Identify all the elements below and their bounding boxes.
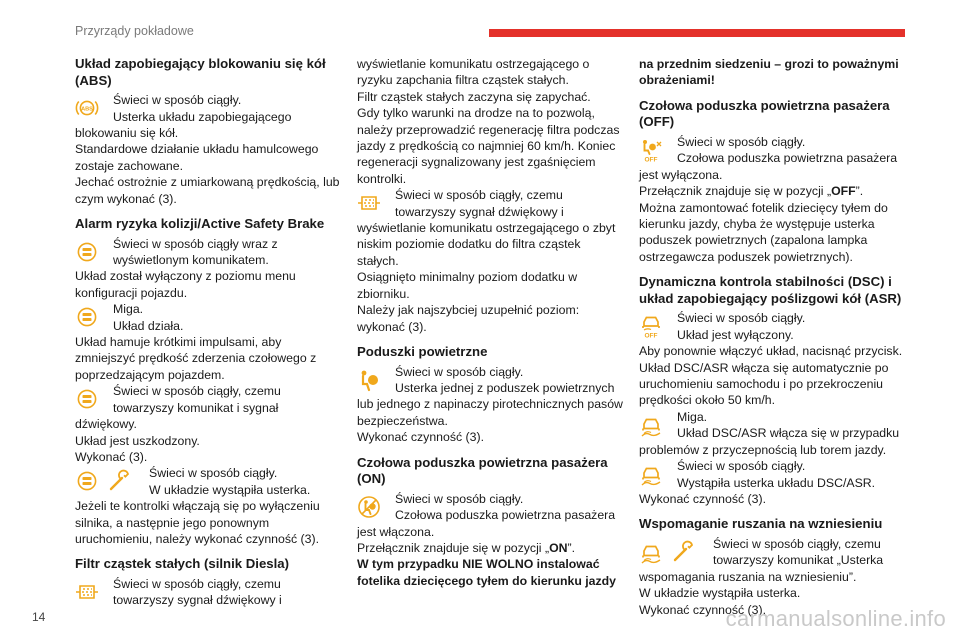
paragraph [357, 56, 627, 187]
abs-warning-icon [73, 95, 101, 121]
text-line: kontrolki. [357, 171, 407, 186]
section-heading [357, 344, 627, 361]
text-line: Poduszki powietrzne [357, 343, 488, 359]
text-line: Świeci w sposób ciągły. [677, 459, 806, 474]
text-line: Świeci w sposób ciągły. [395, 491, 524, 506]
text-line: towarzyszy sygnał dźwiękowy i [395, 204, 564, 219]
paragraph [75, 416, 345, 465]
text-line: lub jednego z napinaczy pirotechnicznych pasów [357, 397, 623, 412]
text-line: Alarm ryzyka kolizji/Active Safety Brake [75, 216, 325, 232]
text-line: Układ DSC/ASR włącza się automatycznie po [639, 360, 889, 375]
text-line: Filtr cząstek stałych (silnik Diesla) [75, 556, 290, 572]
text-line: Świeci w sposób ciągły. [149, 466, 278, 481]
text-line: Wykonać czynność (3). [639, 491, 766, 506]
text-line: układ zapobiegający poślizgowi kół (ASR) [639, 290, 902, 306]
text-line: Układ jest uszkodzony. [75, 433, 200, 448]
column-3 [639, 56, 909, 618]
collision-alert-icon [73, 239, 101, 265]
paragraph [639, 491, 909, 507]
text-line: Świeci w sposób ciągły. [677, 135, 806, 149]
page-number: 14 [32, 610, 46, 624]
particle-filter-icon [355, 190, 383, 216]
airbag-passenger-off-icon [637, 137, 665, 163]
text-line: Należy jak najszybciej uzupełnić poziom: [357, 303, 580, 318]
text-line: fotelika dziecięcego tyłem do kierunku jazdy [357, 573, 616, 588]
text-line: ryzyku zapchania filtra cząstek stałych. [357, 73, 569, 88]
warning-light-icons [73, 95, 107, 121]
text-line: wyświetlonym komunikatem. [113, 253, 269, 268]
svg-text:OFF: OFF [644, 332, 658, 339]
text-line: (ON) [357, 471, 386, 487]
paragraph [75, 268, 345, 301]
paragraph [75, 498, 345, 547]
text-line: (OFF) [639, 114, 675, 130]
text-line: Czołowa poduszka powietrzna pasażera [395, 508, 616, 523]
text-line: Jechać ostrożnie z umiarkowaną prędkością, lub [75, 175, 340, 190]
dsc-off-icon [637, 313, 665, 339]
text-line: blokowaniu się kół. [75, 126, 179, 140]
text-line: konfiguracji pojazdu. [75, 285, 188, 300]
text-line: Usterka jednej z poduszek powietrznych [395, 380, 615, 395]
text-line: ostrzegawcza poduszek powietrznych). [639, 249, 853, 264]
section-heading [75, 56, 345, 89]
airbag-passenger-on-icon [355, 494, 383, 520]
text-line: Przełącznik znajduje się w pozycji „ON”. [357, 540, 576, 555]
paragraph [639, 167, 909, 265]
warning-light-icons [73, 239, 107, 265]
text-line: bezpieczeństwa. [357, 413, 448, 428]
header-accent-bar [489, 29, 905, 37]
paragraph [357, 396, 627, 445]
text-line: Aby ponownie włączyć układ, nacisnąć przycisk. [639, 344, 903, 359]
warning-light-entry [639, 310, 909, 343]
text-line: dźwiękowy. [75, 417, 137, 432]
warning-light-entry [639, 409, 909, 442]
text-line: Wspomaganie ruszania na wzniesieniu [639, 516, 883, 532]
text-line: Osiągnięto minimalny poziom dodatku w [357, 270, 578, 285]
warning-light-entry [75, 236, 345, 269]
text-line: Świeci w sposób ciągły. [113, 93, 242, 108]
text-line: silnika, a następnie jego ponownym [75, 515, 270, 530]
text-line: wyświetlanie komunikatu ostrzegającego o [357, 57, 590, 71]
text-line: zbiorniku. [357, 286, 410, 301]
text-line: (ABS) [75, 72, 112, 88]
text-line: wykonać (3). [357, 319, 427, 334]
section-heading [639, 274, 909, 307]
text-line: prędkości około 50 km/h. [639, 393, 776, 408]
text-line: jest wyłączona. [639, 167, 723, 182]
text-line: zostaje zachowane. [75, 158, 184, 173]
text-line: W układzie wystąpiła usterka. [149, 482, 311, 497]
text-line: niskim poziomie dodatku do filtra cząstek [357, 237, 581, 252]
text-line: W układzie wystąpiła usterka. [639, 586, 801, 601]
paragraph [75, 334, 345, 383]
text-line: uruchomieniu, należy wykonać czynność (3). [75, 531, 319, 546]
text-line: czym wykonać (3). [75, 191, 177, 206]
text-line: W tym przypadku NIE WOLNO instalować [357, 557, 600, 572]
warning-light-entry [639, 134, 909, 167]
warning-light-entry [639, 458, 909, 491]
collision-alert-icon [73, 304, 101, 330]
switch-position: OFF [831, 184, 856, 199]
svg-text:OFF: OFF [644, 156, 658, 162]
text-line: towarzyszy komunikat „Usterka [713, 553, 884, 568]
warning-light-icons [73, 468, 141, 494]
dsc-icon [637, 412, 665, 438]
collision-alert-icon [73, 386, 101, 412]
text-line: jest włączona. [357, 524, 435, 539]
text-line: towarzyszy sygnał dźwiękowy i [113, 593, 282, 608]
paragraph [75, 125, 345, 207]
text-line: poduszek powietrznych (zapalona lampka [639, 233, 868, 248]
text-line: Gdy tylko warunki na drodze na to pozwolą, [357, 106, 595, 121]
paragraph [639, 442, 909, 458]
warning-light-icons [73, 579, 107, 605]
text-line: wyświetlanie komunikatu ostrzegającego o zbyt [357, 221, 616, 236]
text-line: stałych. [357, 253, 399, 268]
paragraph [357, 524, 627, 590]
warning-light-icons [73, 386, 107, 412]
wrench-icon [107, 468, 135, 494]
text-line: Standardowe działanie układu hamulcowego [75, 142, 319, 157]
text-line: Świeci w sposób ciągły. [677, 311, 806, 326]
svg-text:ABS: ABS [81, 106, 93, 113]
section-heading [639, 98, 909, 131]
text-line: Wykonać czynność (3). [639, 602, 766, 617]
text-line: poprzedzającym pojazdem. [75, 367, 225, 382]
text-line: Czołowa poduszka powietrzna pasażera [639, 97, 890, 113]
text-line: Świeci w sposób ciągły, czemu [395, 188, 563, 203]
text-line: Można zamontować fotelik dziecięcy tyłem do [639, 200, 888, 215]
airbag-icon [355, 367, 383, 393]
text-line: Świeci w sposób ciągły, czemu [113, 576, 281, 591]
text-line: Usterka układu zapobiegającego [113, 109, 292, 124]
column-2 [357, 56, 627, 589]
warning-light-icons [637, 539, 705, 565]
warning-light-entry [75, 576, 345, 609]
bold-paragraph [639, 56, 909, 89]
text-line: Wystąpiła usterka układu DSC/ASR. [677, 475, 876, 490]
text-line: na przednim siedzeniu – grozi to poważnymi [639, 57, 899, 71]
text-line: zmniejszyć prędkość zderzenia czołowego z [75, 351, 317, 366]
text-line: Przełącznik znajduje się w pozycji „OFF”. [639, 184, 864, 199]
paragraph [639, 343, 909, 409]
section-heading [75, 216, 345, 233]
text-line: Jeżeli te kontrolki włączają się po wyłączeniu [75, 499, 320, 514]
page-header-title: Przyrządy pokładowe [75, 24, 194, 38]
text-line: problemów z przyczepnością lub torem jazdy. [639, 442, 887, 457]
text-line: Układ jest wyłączony. [677, 327, 794, 342]
warning-light-entry [357, 364, 627, 397]
dsc-icon [637, 539, 665, 565]
warning-light-icons [637, 137, 671, 163]
text-line: Układ DSC/ASR włącza się w przypadku [677, 426, 900, 441]
dsc-icon [637, 461, 665, 487]
text-line: Układ zapobiegający blokowaniu się kół [75, 56, 326, 71]
warning-light-icons [355, 494, 389, 520]
warning-light-icons [637, 313, 671, 339]
section-heading [639, 516, 909, 533]
text-line: należy przeprowadzić regenerację filtra podczas [357, 122, 620, 137]
warning-light-icons [73, 304, 107, 330]
collision-alert-icon [73, 468, 101, 494]
watermark: carmanualsonline.info [725, 606, 946, 631]
text-line: Czołowa poduszka powietrzna pasażera [357, 454, 608, 470]
warning-light-entry [357, 187, 627, 220]
text-line: regeneracji sygnalizowany jest zgaśnięciem [357, 155, 596, 170]
text-line: obrażeniami! [639, 73, 715, 88]
text-line: Filtr cząstek stałych zaczyna się zapychać. [357, 89, 591, 104]
warning-light-entry [75, 383, 345, 416]
particle-filter-icon [73, 579, 101, 605]
wrench-icon [671, 539, 699, 565]
text-line: uruchomieniu samochodu i po przekroczeniu [639, 377, 884, 392]
warning-light-entry [639, 536, 909, 569]
text-line: towarzyszy komunikat i sygnał [113, 400, 279, 415]
switch-position: ON [549, 540, 568, 555]
text-line: Układ został wyłączony z poziomu menu [75, 269, 296, 284]
text-line: Czołowa poduszka powietrzna pasażera [677, 151, 898, 166]
text-line: Świeci w sposób ciągły, czemu [113, 384, 281, 399]
warning-light-entry [75, 465, 345, 498]
text-line: Świeci w sposób ciągły. [395, 364, 524, 379]
warning-light-entry [75, 92, 345, 125]
text-line: Świeci w sposób ciągły wraz z [113, 236, 278, 251]
section-heading [357, 455, 627, 488]
warning-light-icons [355, 367, 389, 393]
text-line: Dynamiczna kontrola stabilności (DSC) i [639, 274, 892, 290]
column-1 [75, 56, 345, 609]
text-line: Układ hamuje krótkimi impulsami, aby [75, 335, 282, 350]
warning-light-icons [355, 190, 389, 216]
warning-light-icons [637, 461, 671, 487]
text-line: Świeci w sposób ciągły, czemu [713, 536, 881, 551]
text-line: Wykonać czynność (3). [357, 430, 484, 445]
text-line: kierunku jazdy, chyba że występuje usterka [639, 217, 875, 232]
text-line: Miga. [677, 409, 708, 424]
warning-light-entry [75, 301, 345, 334]
warning-light-icons [637, 412, 671, 438]
text-line: jazdy z prędkością co najmniej 60 km/h. Koniec [357, 139, 616, 154]
paragraph [357, 220, 627, 335]
warning-light-entry [357, 491, 627, 524]
text-line: Miga. [113, 302, 144, 317]
text-line: Wykonać (3). [75, 449, 148, 464]
section-heading [75, 556, 345, 573]
text-line: Układ działa. [113, 318, 184, 333]
text-line: wspomagania ruszania na wzniesieniu”. [639, 569, 857, 584]
